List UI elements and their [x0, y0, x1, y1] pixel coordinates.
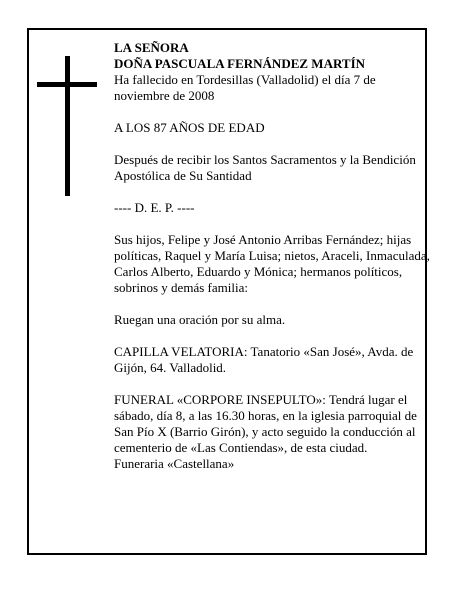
cross-icon — [65, 56, 70, 196]
funeral-home: Funeraria «Castellana» — [114, 456, 235, 471]
notice-title: LA SEÑORA — [114, 40, 189, 55]
sacraments-statement: Después de recibir los Santos Sacramentos y la Bendición Apostólica de Su Santidad — [114, 152, 416, 183]
deceased-name: DOÑA PASCUALA FERNÁNDEZ MARTÍN — [114, 56, 366, 71]
obituary-text — [114, 40, 432, 472]
age-statement: A LOS 87 AÑOS DE EDAD — [114, 120, 265, 135]
prayer-request: Ruegan una oración por su alma. — [114, 312, 286, 327]
cross-icon-crossbar — [37, 82, 97, 87]
chapel-info: CAPILLA VELATORIA: Tanatorio «San José», Avda. de Gijón, 64. Valladolid. — [114, 344, 414, 375]
family-list: Sus hijos, Felipe y José Antonio Arribas Fernández; hijas políticas, Raquel y María Luisa; nietos, Araceli, Inmaculada, Carlos Alberto, Eduardo y Mónica; hermanos políticos, sobrinos y demás familia: — [114, 232, 430, 295]
death-statement: Ha fallecido en Tordesillas (Valladolid) el día 7 de noviembre de 2008 — [114, 72, 376, 103]
funeral-info: FUNERAL «CORPORE INSEPULTO»: Tendrá lugar el sábado, día 8, a las 16.30 horas, en la iglesia parroquial de San Pío X (Barrio Girón), y acto seguido la conducción al cementerio de «Las Contiendas», de esta ciudad. — [114, 392, 417, 455]
rip-line: ---- D. E. P. ---- — [114, 200, 195, 215]
